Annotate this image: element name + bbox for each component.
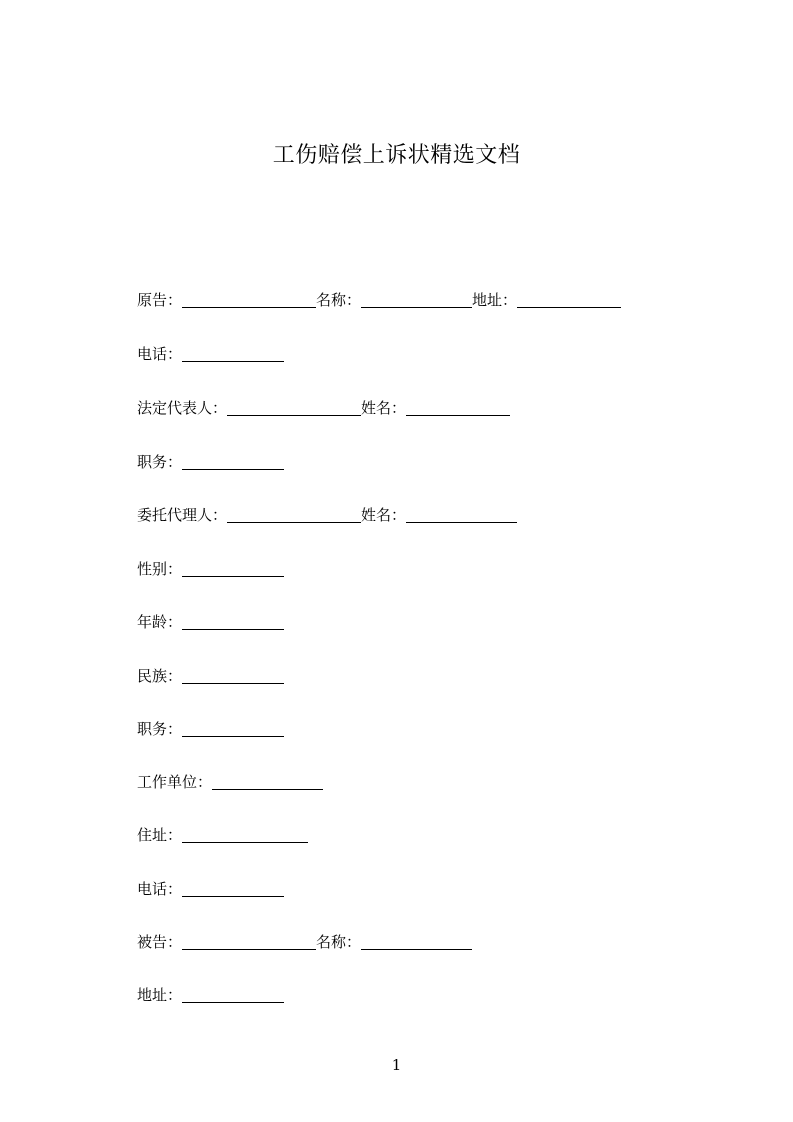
position-label-1: 职务： [137,453,183,471]
position-label-2: 职务： [137,720,183,738]
legal-rep-name-blank[interactable] [406,399,510,416]
work-unit-label: 工作单位： [137,773,213,791]
page-number: 1 [391,1056,402,1074]
agent-name-blank[interactable] [406,506,517,523]
residence-row [137,824,308,846]
age-row [137,611,284,633]
position-blank-1[interactable] [182,453,284,470]
legal-rep-label: 法定代表人： [137,399,228,417]
defendant-row [137,931,472,953]
defendant-address-blank[interactable] [182,986,284,1003]
defendant-name-blank[interactable] [361,933,472,950]
defendant-blank[interactable] [182,933,316,950]
plaintiff-name-label: 名称： [316,291,362,309]
phone-label-2: 电话： [137,880,183,898]
phone-row-1 [137,343,284,365]
gender-blank[interactable] [182,560,284,577]
position-blank-2[interactable] [182,720,284,737]
legal-rep-row [137,397,510,419]
ethnicity-blank[interactable] [182,667,284,684]
agent-name-label: 姓名： [361,506,407,524]
position-row-2 [137,718,284,740]
ethnicity-row [137,665,284,687]
residence-label: 住址： [137,826,183,844]
defendant-label: 被告： [137,933,183,951]
gender-row [137,558,284,580]
work-unit-blank[interactable] [212,773,323,790]
defendant-address-label: 地址： [137,986,183,1004]
age-label: 年龄： [137,613,183,631]
plaintiff-label: 原告： [137,291,183,309]
defendant-name-label: 名称： [316,933,362,951]
work-unit-row [137,771,323,793]
plaintiff-blank[interactable] [182,291,316,308]
plaintiff-address-label: 地址： [472,291,518,309]
phone-row-2 [137,878,284,900]
defendant-address-row [137,984,284,1006]
residence-blank[interactable] [182,826,308,843]
plaintiff-address-blank[interactable] [517,291,621,308]
agent-blank[interactable] [227,506,361,523]
legal-rep-blank[interactable] [227,399,361,416]
gender-label: 性别： [137,560,183,578]
agent-row [137,504,517,526]
age-blank[interactable] [182,613,284,630]
phone-blank-2[interactable] [182,880,284,897]
plaintiff-row [137,289,621,311]
phone-blank-1[interactable] [182,345,284,362]
agent-label: 委托代理人： [137,506,228,524]
position-row-1 [137,451,284,473]
document-title: 工伤赔偿上诉状精选文档 [272,143,521,168]
plaintiff-name-blank[interactable] [361,291,472,308]
legal-rep-name-label: 姓名： [361,399,407,417]
phone-label-1: 电话： [137,345,183,363]
ethnicity-label: 民族： [137,667,183,685]
